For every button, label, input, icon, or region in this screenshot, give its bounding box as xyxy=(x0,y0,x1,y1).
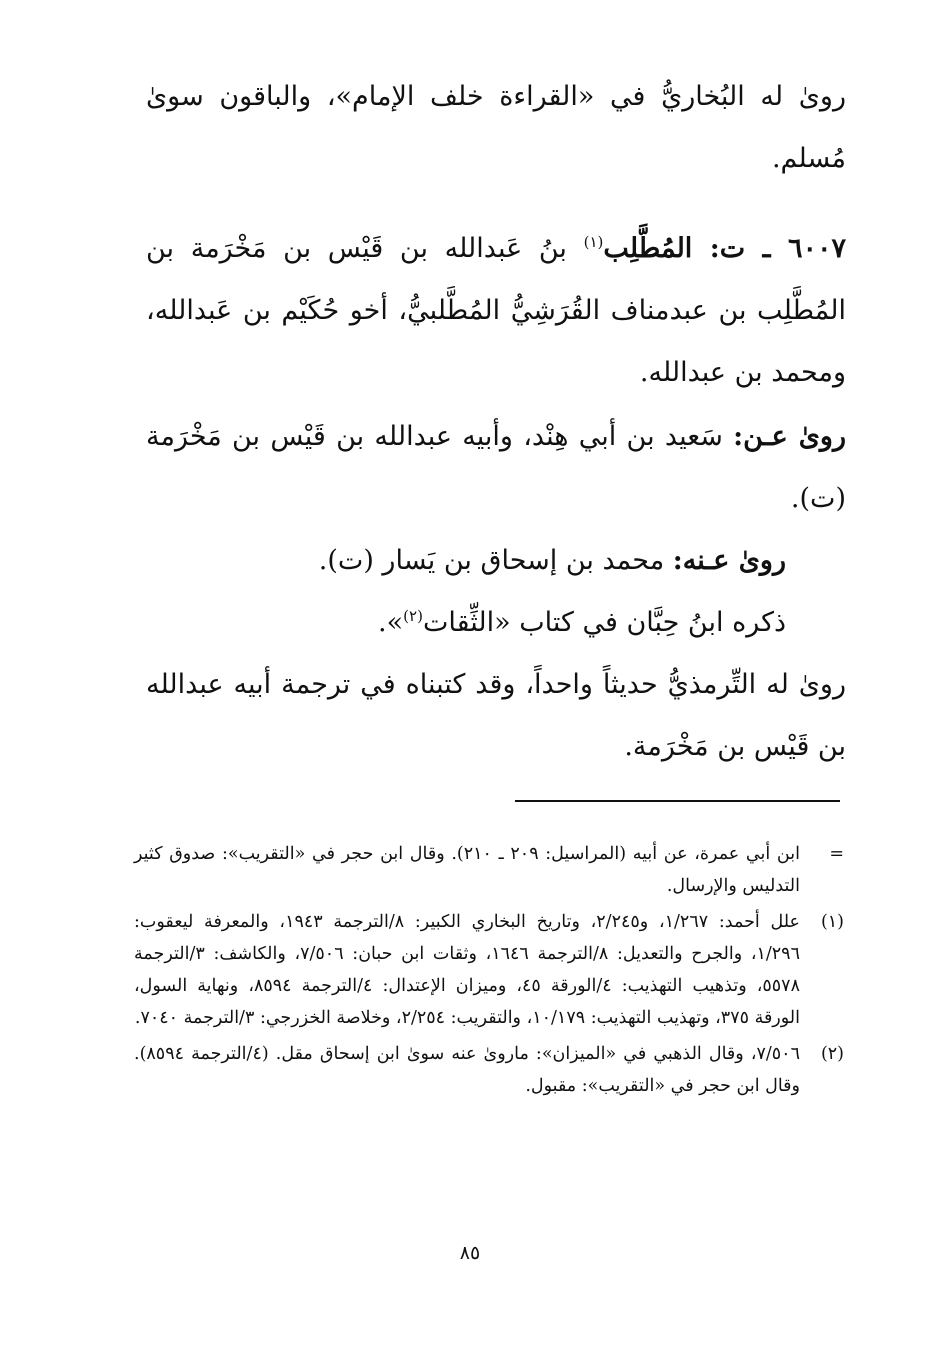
footnote-mark: (٢) xyxy=(820,1044,844,1064)
main-text xyxy=(146,66,846,778)
entry-lineage: بنُ عَبدالله بن قَيْس بن مَخْرَمة بن المُطَّلِب بن عبدمناف القُرَشِيُّ المُطَّلبيُّ، أخو حُكَيْم بن عَبدالله، ومحمد بن عبدالله. xyxy=(146,233,846,388)
entry-heading: ٦٠٠٧ ـ ت: المُطَّلِب xyxy=(603,233,846,264)
narrated-by xyxy=(146,530,846,592)
footnote-mark: = xyxy=(829,844,844,864)
tirmidhi-note: رویٰ له التِّرمذيُّ حديثاً واحداً، وقد كتبناه في ترجمة أبيه عبدالله بن قَيْس بن مَخْرَمة. xyxy=(146,669,846,762)
footnote-divider xyxy=(515,800,840,802)
ibn-hibban-text: ذكره ابنُ حِبَّان في كتاب «الثِّقات xyxy=(422,607,786,638)
footnote-text: علل أحمد: ١/٢٦٧، و٢/٢٤٥، وتاريخ البخاري الكبير: ٨/الترجمة ١٩٤٣، والمعرفة ليعقوب: ١/٢٩٦، والجرح والتعديل: ٨/الترجمة ١٦٤٦، وثقات ابن حبان: ٧/٥٠٦، والكاشف: ٣/الترجمة ٥٥٧٨، وتذهيب التهذيب: ٤/الورقة ٤٥، وميزان الإعتدال: ٤/الترجمة ٨٥٩٤، ونهاية السول، الورقة ٣٧٥، وتهذيب التهذيب: ١٠/١٧٩، والتقريب: ٢/٢٥٤، وخلاصة الخزرجي: ٣/الترجمة ٧٠٤٠. xyxy=(134,912,800,1028)
footnote-ref-1[interactable]: (١) xyxy=(583,233,604,251)
footnotes xyxy=(134,838,844,1106)
biography-entry xyxy=(146,218,846,404)
paragraph-narrators: رویٰ له البُخاريُّ في «القراءة خلف الإمام»، والباقون سویٰ مُسلم. xyxy=(146,81,846,174)
narrated-from-label: رویٰ عـن: xyxy=(733,421,846,452)
ibn-hibban-close: ». xyxy=(378,607,404,638)
footnote-1 xyxy=(134,906,844,1034)
footnote-mark: (١) xyxy=(820,912,844,932)
page-number: ٨٥ xyxy=(459,1242,481,1264)
footnote-2 xyxy=(134,1038,844,1102)
narrated-by-label: رویٰ عـنه: xyxy=(672,545,786,576)
footnote-text: ابن أبي عمرة، عن أبيه (المراسيل: ٢٠٩ ـ ٢١٠). وقال ابن حجر في «التقريب»: صدوق كثير التدليس والإرسال. xyxy=(134,844,800,896)
narrated-by-text: محمد بن إسحاق بن يَسار (ت). xyxy=(318,545,665,576)
ibn-hibban-mention xyxy=(146,592,846,654)
footnote-ref-2[interactable]: (٢) xyxy=(403,607,423,625)
narrated-from-text: سَعيد بن أبي هِنْد، وأبيه عبدالله بن قَيْس بن مَخْرَمة (ت). xyxy=(146,421,846,514)
narrated-from xyxy=(146,406,846,530)
footnote-continued xyxy=(134,838,844,902)
footnote-text: ٧/٥٠٦، وقال الذهبي في «الميزان»: ماروىٰ عنه سوىٰ ابن إسحاق مقل. (٤/الترجمة ٨٥٩٤). وقال ابن حجر في «التقريب»: مقبول. xyxy=(134,1044,800,1096)
